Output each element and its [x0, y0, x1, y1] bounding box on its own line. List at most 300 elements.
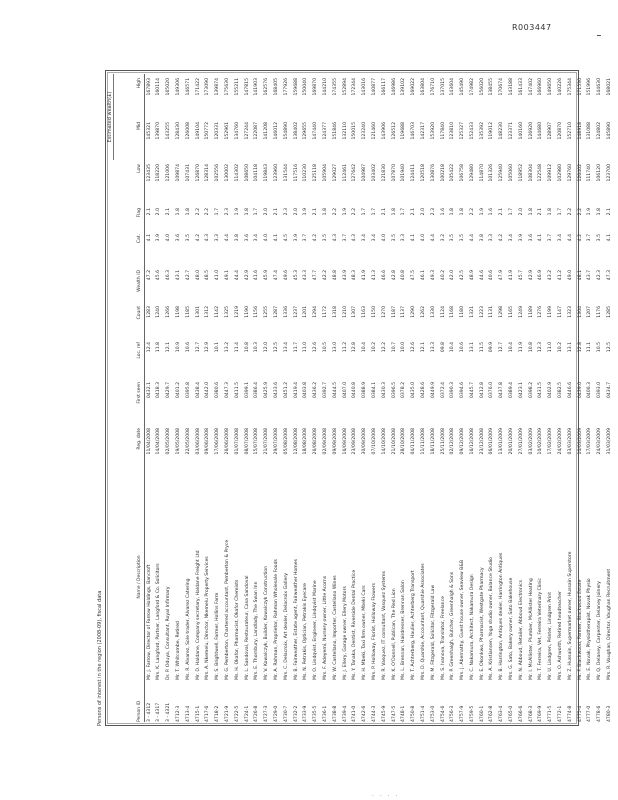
table-cell: 0384.1 — [371, 382, 377, 399]
table-row — [400, 74, 410, 722]
table-cell: 12.9 — [205, 342, 211, 353]
table-cell: 4742-6 — [362, 705, 368, 722]
table-cell: 1.8 — [528, 208, 534, 216]
group-header: Estimated wealth(£) — [108, 74, 114, 160]
table-cell: 48.3 — [352, 270, 358, 281]
table-cell: 46.1 — [420, 270, 426, 281]
table-row — [449, 74, 459, 722]
table-cell: 2.1 — [499, 208, 505, 216]
table-cell: 2.0 — [293, 208, 299, 216]
table-cell: 4727-3 — [264, 705, 270, 722]
table-cell: Mr. E. Okonkwo, Pharmacist, Westgate Pharmacy — [479, 567, 485, 680]
table-cell: 4.1 — [538, 234, 544, 242]
table-cell: 12.5 — [273, 342, 279, 353]
table-cell: 48.9 — [469, 270, 475, 281]
table-cell: 42.8 — [391, 270, 397, 281]
table-cell: 129760 — [567, 164, 573, 182]
table-cell: 16/09/2008 — [342, 428, 348, 455]
table-cell: 11.4 — [234, 342, 240, 353]
table-cell: 0402.9 — [548, 382, 554, 399]
table-cell: 02/09/2008 — [322, 428, 328, 455]
table-cell: 06/01/2009 — [489, 428, 495, 455]
table-cell: 150015 — [352, 122, 358, 140]
table-cell: 147440 — [313, 122, 319, 140]
table-cell: 0372.4 — [440, 382, 446, 399]
table-cell: 0406.3 — [587, 382, 593, 399]
table-cell: 11.2 — [342, 342, 348, 353]
table-cell: 163804 — [420, 78, 426, 96]
table-cell: 4759-5 — [469, 705, 475, 722]
table-cell: 26/06/2008 — [224, 428, 230, 455]
table-cell: Mrs. J. Abernathy, Guest house owner, Seaview B&B — [460, 559, 466, 680]
table-cell: 106758 — [460, 164, 466, 182]
table-cell: 1270 — [381, 306, 387, 318]
table-cell: 4747-5 — [391, 705, 397, 722]
table-cell: 3.5 — [391, 234, 397, 242]
table-cell: 1.7 — [401, 208, 407, 216]
table-cell: 1.8 — [391, 208, 397, 216]
table-cell: 0444.5 — [332, 382, 338, 399]
table-cell: 2.1 — [538, 208, 544, 216]
table-cell: 10.0 — [401, 342, 407, 353]
table-cell: 145890 — [607, 122, 613, 140]
table-cell: 0423.1 — [518, 382, 524, 399]
table-cell: 120518 — [420, 164, 426, 182]
table-cell: 45.9 — [264, 270, 270, 281]
table-cell: 43.1 — [175, 270, 181, 281]
table-cell: 140877 — [371, 78, 377, 96]
table-cell: Mrs. C. Delacroix, Art dealer, Delacroix Gallery — [283, 573, 289, 680]
table-cell: 4757-9 — [460, 705, 466, 722]
table-cell: Dr. P. Oduya, Consultant, Royal Infirmary — [166, 586, 172, 680]
table-cell: 49.0 — [567, 270, 573, 281]
table-cell: 126870 — [195, 164, 201, 182]
table-frame — [105, 70, 613, 726]
document-id: R003447 — [512, 23, 552, 32]
table-cell: 0425.9 — [264, 382, 270, 399]
table-cell: 4733-9 — [303, 705, 309, 722]
table-cell: 1223 — [479, 306, 485, 318]
table-cell: 2.0 — [264, 208, 270, 216]
column-header: High — [136, 78, 142, 89]
table-cell: 162576 — [264, 78, 270, 96]
table-cell: 147402 — [528, 78, 534, 96]
table-cell: 11.1 — [587, 342, 593, 353]
table-cell: 4.4 — [224, 234, 230, 242]
table-cell: 3.5 — [450, 234, 456, 242]
table-cell: 0389.4 — [509, 382, 515, 399]
table-cell: 1290 — [411, 306, 417, 318]
table-cell: 3.4 — [558, 234, 564, 242]
table-cell: 149306 — [175, 78, 181, 96]
table-cell: 143016 — [362, 78, 368, 96]
table-cell: 12.6 — [313, 342, 319, 353]
table-cell: 1.8 — [175, 208, 181, 216]
table-cell: 2.1 — [166, 208, 172, 216]
table-cell: 2.3 — [283, 208, 289, 216]
table-cell: 47.5 — [411, 270, 417, 281]
table-cell: 4712-3 — [175, 705, 181, 722]
table-cell: 0399.1 — [244, 382, 250, 399]
table-cell: 0386.4 — [254, 382, 260, 399]
table-cell: 123371 — [509, 122, 515, 140]
table-row — [302, 74, 312, 722]
table-cell: 48.0 — [195, 270, 201, 281]
table-row — [478, 74, 488, 722]
table-row — [517, 74, 527, 722]
table-cell: 1147 — [558, 306, 564, 318]
table-cell: 4741-0 — [352, 705, 358, 722]
table-cell: 0403.8 — [303, 382, 309, 399]
table-cell: 1330 — [430, 306, 436, 318]
table-cell: 4766-6 — [518, 705, 524, 722]
table-cell: 124802 — [597, 122, 603, 140]
table-cell: 0395.8 — [185, 382, 191, 399]
table-cell: 110230 — [303, 164, 309, 182]
table-row — [380, 74, 390, 722]
table-cell: 24/03/2009 — [597, 428, 603, 455]
table-row — [214, 74, 224, 722]
table-cell: Mr. A. Rahman, Proprietor, Rahman Wholesale Foods — [273, 559, 279, 680]
table-cell: 4.0 — [166, 234, 172, 242]
table-cell: 45.6 — [156, 270, 162, 281]
column-header: Cat. — [136, 234, 142, 244]
table-cell: 11/11/2008 — [420, 428, 426, 455]
table-cell: 175344 — [567, 78, 573, 96]
table-cell: 43.9 — [342, 270, 348, 281]
table-cell: 10.7 — [391, 342, 397, 353]
table-cell: 114302 — [234, 164, 240, 182]
table-cell: 151846 — [332, 122, 338, 140]
table-cell: 1219 — [234, 306, 240, 318]
column-header: Count — [136, 306, 142, 320]
table-cell: 2.2 — [332, 208, 338, 216]
table-cell: 18/08/2008 — [303, 428, 309, 455]
table-cell: 4748-1 — [401, 705, 407, 722]
table-cell: 4753-0 — [430, 705, 436, 722]
table-cell: 126008 — [185, 122, 191, 140]
table-cell: 108650 — [244, 164, 250, 182]
table-cell: 119012 — [489, 122, 495, 140]
table-cell: 10/02/2009 — [538, 428, 544, 455]
table-cell: 0439.0 — [577, 382, 583, 399]
table-cell: 2.2 — [469, 208, 475, 216]
table-cell: 152961 — [224, 122, 230, 140]
table-cell: 3.2 — [440, 234, 446, 242]
table-row — [605, 74, 615, 722]
table-cell: 169870 — [313, 78, 319, 96]
table-cell: 121830 — [381, 164, 387, 182]
table-cell: 153920 — [430, 122, 436, 140]
table-cell: 1198 — [175, 306, 181, 318]
table-cell: Mr. C. Nakamura, Architect, Nakamura Design — [469, 574, 475, 680]
table-row — [204, 74, 214, 722]
table-cell: 3.5 — [460, 234, 466, 242]
table-cell: 128430 — [175, 122, 181, 140]
table-cell: 127642 — [352, 164, 358, 182]
table-cell: 02/12/2008 — [450, 428, 456, 455]
table-cell: 17/03/2009 — [587, 428, 593, 455]
table-cell: 09/06/2008 — [205, 428, 211, 455]
table-cell: 10.4 — [362, 342, 368, 353]
table-cell: Ms. Y. Tanaka, Dentist, Riverside Dental Practice — [352, 569, 358, 680]
table-cell: 1187 — [391, 306, 397, 318]
table-cell: 0446.6 — [567, 382, 573, 399]
table-cell: 0451.2 — [283, 382, 289, 399]
table-cell: 09/09/2008 — [332, 428, 338, 455]
table-cell: 1318 — [332, 306, 338, 318]
table-cell: 131088 — [587, 122, 593, 140]
table-cell: 132110 — [342, 122, 348, 140]
table-cell: 146703 — [411, 122, 417, 140]
table-cell: 4754-6 — [440, 705, 446, 722]
table-cell: 0392.7 — [322, 382, 328, 399]
table-cell: 1.6 — [440, 208, 446, 216]
table-cell: 16/12/2008 — [469, 428, 475, 455]
table-cell: Mrs. E. Thornbury, Landlady, The Swan Inn — [254, 581, 260, 680]
table-cell: 4.1 — [411, 234, 417, 242]
table-cell: 123240 — [362, 122, 368, 140]
table-cell: 124411 — [411, 164, 417, 182]
table-cell: 2.0 — [420, 208, 426, 216]
table-cell: 175630 — [224, 78, 230, 96]
table-row — [321, 74, 331, 722]
table-cell: 144210 — [322, 78, 328, 96]
table-cell: 118220 — [156, 164, 162, 182]
table-cell: 2.3 — [430, 208, 436, 216]
table-cell: 4.1 — [273, 234, 279, 242]
table-cell: 11.7 — [293, 342, 299, 353]
table-cell: 4.1 — [146, 234, 152, 242]
table-cell: 155211 — [234, 78, 240, 96]
table-cell: Ms. A. Kristiansen, Yoga studio owner, Balance Studio — [489, 557, 495, 680]
table-cell: 03/06/2008 — [195, 428, 201, 455]
table-cell: 129655 — [303, 122, 309, 140]
column-header: Reg. date — [136, 428, 142, 450]
column-header: Flag — [136, 208, 142, 218]
table-cell: 0432.1 — [146, 382, 152, 399]
table-cell: 1.9 — [479, 208, 485, 216]
table-cell: 47.4 — [273, 270, 279, 281]
table-cell: 28/10/2008 — [401, 428, 407, 455]
table-cell: 161433 — [518, 78, 524, 96]
table-cell: 22/05/2008 — [185, 428, 191, 455]
table-cell: 107431 — [185, 164, 191, 182]
table-cell: 12.8 — [577, 342, 583, 353]
table-cell: 0435.0 — [411, 382, 417, 399]
table-cell: 44.4 — [234, 270, 240, 281]
table-cell: 150772 — [205, 122, 211, 140]
table-cell: 3.6 — [175, 234, 181, 242]
table-cell: 1237 — [293, 306, 299, 318]
table-cell: 1.7 — [509, 208, 515, 216]
table-cell: 126402 — [577, 164, 583, 182]
table-cell: 4732-2 — [293, 705, 299, 722]
table-cell: 01/07/2008 — [234, 428, 240, 455]
table-row — [596, 74, 606, 722]
table-cell: 4717-6 — [205, 705, 211, 722]
table-cell: 4774-8 — [567, 705, 573, 722]
table-cell: 4736-1 — [322, 705, 328, 722]
table-cell: Mrs. A. Nkemelu, Director, Nkemelu Property Services — [205, 556, 211, 680]
table-cell: 12.1 — [420, 342, 426, 353]
table-cell: 121006 — [166, 164, 172, 182]
table-cell: 1.7 — [558, 208, 564, 216]
table-cell: 105904 — [322, 164, 328, 182]
table-cell: 1.6 — [489, 208, 495, 216]
table-cell: 125327 — [460, 122, 466, 140]
table-cell: 152433 — [469, 122, 475, 140]
table-cell: 0445.7 — [469, 382, 475, 399]
table-cell: 4713-4 — [185, 705, 191, 722]
table-cell: Mr. M. Fitzgerald, Solicitor, Fitzgerald Law — [430, 584, 436, 680]
table-row — [351, 74, 361, 722]
table-cell: 1336 — [283, 306, 289, 318]
table-cell: 2.2 — [352, 208, 358, 216]
table-cell: 46.6 — [381, 270, 387, 281]
table-cell: Mr. F. Blackwood, Farmer, Blackwood Estate — [577, 579, 583, 680]
table-cell: 10/03/2009 — [577, 428, 583, 455]
table-cell: 10.6 — [460, 342, 466, 353]
table-cell: 21/07/2008 — [264, 428, 270, 455]
table-cell: 04/11/2008 — [411, 428, 417, 455]
table-cell: 103402 — [371, 164, 377, 182]
table-cell: 101326 — [489, 164, 495, 182]
table-cell: Mr. B. Harrington, Antiques dealer, Harrington Antiques — [499, 552, 505, 680]
table-cell: 0430.3 — [381, 382, 387, 399]
table-cell: 3.3 — [401, 234, 407, 242]
table-cell: Ms. E. Novak, Physiotherapist, Novak Physio — [587, 578, 593, 680]
table-cell: 1321 — [469, 306, 475, 318]
table-cell: 0378.2 — [401, 382, 407, 399]
table-cell: 0411.5 — [234, 382, 240, 399]
table-cell: 0419.4 — [293, 382, 299, 399]
table-cell: 12/08/2008 — [293, 428, 299, 455]
table-cell: 134760 — [234, 122, 240, 140]
table-cell: 42.5 — [460, 270, 466, 281]
table-cell: 13.3 — [430, 342, 436, 353]
column-header: Person ID — [136, 700, 142, 722]
table-cell: Mr. T. Whitcombe, Retired — [175, 621, 181, 680]
table-cell: 143188 — [509, 78, 515, 96]
table-cell: 0398.2 — [528, 382, 534, 399]
table-cell: 143604 — [450, 78, 456, 96]
table-cell: 15/07/2008 — [254, 428, 260, 455]
table-cell: 0440.8 — [352, 382, 358, 399]
table-cell: 100218 — [440, 164, 446, 182]
table-cell: 0412.8 — [479, 382, 485, 399]
table-cell: 3 - 4321 — [166, 702, 172, 722]
table-cell: 111740 — [587, 164, 593, 182]
table-cell: 08/07/2008 — [244, 428, 250, 455]
table-cell: 0382.5 — [558, 382, 564, 399]
table-cell: 4735-5 — [313, 705, 319, 722]
table-caption: Persons of interest in the region (2008-09), fiscal data — [97, 590, 103, 726]
table-cell: 125118 — [313, 164, 319, 182]
table-cell: 139874 — [215, 78, 221, 96]
table-cell: 129480 — [469, 164, 475, 182]
table-cell: 13.4 — [283, 342, 289, 353]
table-row — [586, 74, 596, 722]
table-cell: 2.1 — [381, 208, 387, 216]
table-row — [155, 74, 165, 722]
table-cell: 3.9 — [518, 234, 524, 242]
table-cell: Mrs. K. Langford, Partner, Langford & Co. Solicitors — [156, 563, 162, 680]
table-cell: 11/04/2008 — [146, 428, 152, 455]
table-cell: 47.2 — [146, 270, 152, 281]
table-cell: 1312 — [205, 306, 211, 318]
table-cell: 4730-7 — [283, 705, 289, 722]
table-cell: Mr. D. Haldane, Company secretary, Haldane Freight Ltd — [195, 550, 201, 680]
table-cell: 138455 — [489, 78, 495, 96]
table-cell: 2.1 — [146, 208, 152, 216]
table-cell: 141208 — [264, 122, 270, 140]
table-cell: 104118 — [254, 164, 260, 182]
table-cell: Mrs. G. Sato, Bakery owner, Sato Bakehouse — [509, 577, 515, 680]
table-cell: 0388.9 — [362, 382, 368, 399]
table-cell: 1262 — [420, 306, 426, 318]
table-cell: 3.6 — [244, 234, 250, 242]
table-row — [459, 74, 469, 722]
table-cell: 124377 — [322, 122, 328, 140]
table-cell: Ms. N. Petrakis, Optician, Petrakis Eyecare — [303, 582, 309, 680]
column-header: Wealth ID — [136, 270, 142, 292]
table-row — [527, 74, 537, 722]
table-cell: 130876 — [430, 164, 436, 182]
table-cell: 4.0 — [420, 234, 426, 242]
table-cell: 1.7 — [254, 208, 260, 216]
table-cell: 150040 — [303, 78, 309, 96]
table-cell: 120870 — [558, 122, 564, 140]
table-cell: 10.2 — [371, 342, 377, 353]
table-cell: 10.5 — [597, 342, 603, 353]
table-cell: 3.5 — [597, 234, 603, 242]
table-cell: 4745-9 — [381, 705, 387, 722]
table-cell: 1.8 — [450, 208, 456, 216]
table-cell: 122087 — [254, 122, 260, 140]
table-cell: 4760-1 — [479, 705, 485, 722]
table-cell: 3.3 — [215, 234, 221, 242]
table-cell: 0390.3 — [450, 382, 456, 399]
table-cell: 166117 — [381, 78, 387, 96]
table-cell: 126512 — [391, 122, 397, 140]
table-cell: 2.1 — [411, 208, 417, 216]
table-cell: 10.4 — [509, 342, 515, 353]
table-cell: 4751-4 — [420, 705, 426, 722]
table-cell: 31/03/2009 — [607, 428, 613, 455]
table-cell: 4778-6 — [597, 705, 603, 722]
table-cell: 1240 — [156, 306, 162, 318]
table-cell: 1142 — [215, 306, 221, 318]
table-cell: 3.4 — [509, 234, 515, 242]
table-cell: 41.9 — [509, 270, 515, 281]
table-cell: 10.1 — [215, 342, 221, 353]
table-cell: 4738-8 — [332, 705, 338, 722]
table-cell: Mr. T. Achterberg, Haulier, Achterberg Transport — [411, 570, 417, 680]
table-row — [312, 74, 322, 722]
table-cell: 2.1 — [273, 208, 279, 216]
table-cell: 102556 — [215, 164, 221, 182]
table-cell: 2.2 — [195, 208, 201, 216]
table-cell: 4775-4 — [577, 705, 583, 722]
table-cell: 119843 — [264, 164, 270, 182]
table-cell: 118952 — [518, 164, 524, 182]
table-cell: 114870 — [479, 164, 485, 182]
table-cell: 42.2 — [322, 270, 328, 281]
table-cell: 2.0 — [518, 208, 524, 216]
table-cell: 1.7 — [371, 208, 377, 216]
table-cell: 4756-3 — [450, 705, 456, 722]
